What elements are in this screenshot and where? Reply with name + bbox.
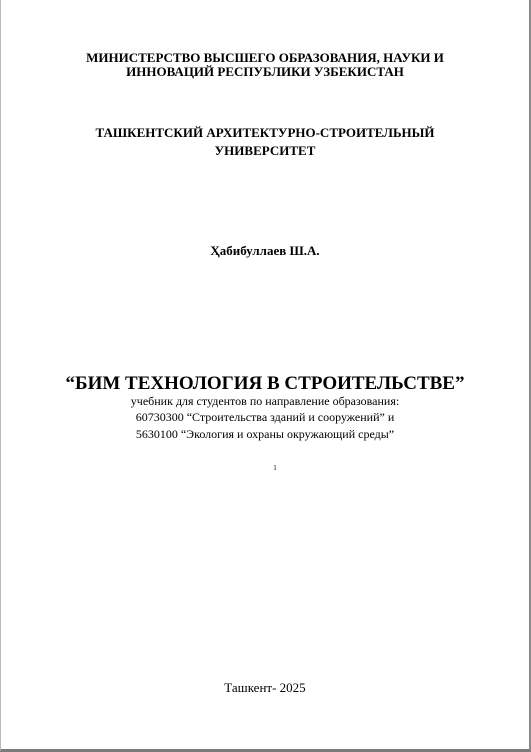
page-number: 1 <box>273 464 277 472</box>
document-title: “БИМ ТЕХНОЛОГИЯ В СТРОИТЕЛЬСТВЕ” <box>65 373 465 394</box>
university-line-1: ТАШКЕНТСКИЙ АРХИТЕКТУРНО-СТРОИТЕЛЬНЫЙ <box>95 125 435 140</box>
author-name: Ҳабибуллаев Ш.А. <box>210 243 320 258</box>
ministry-line-2: ИННОВАЦИЙ РЕСПУБЛИКИ УЗБЕКИСТАН <box>126 64 404 79</box>
subtitle-line-1: учебник для студентов по направление образования: <box>130 394 400 408</box>
ministry-line-1: МИНИСТЕРСТВО ВЫСШЕГО ОБРАЗОВАНИЯ, НАУКИ И <box>86 50 444 65</box>
university-line-2: УНИВЕРСИТЕТ <box>214 143 316 158</box>
subtitle-line-3: 5630100 “Экология и охраны окружающий среды” <box>135 427 395 441</box>
subtitle-line-2: 60730300 “Строительства зданий и сооружений” и <box>135 410 395 424</box>
place-and-year: Ташкент- 2025 <box>224 680 306 695</box>
